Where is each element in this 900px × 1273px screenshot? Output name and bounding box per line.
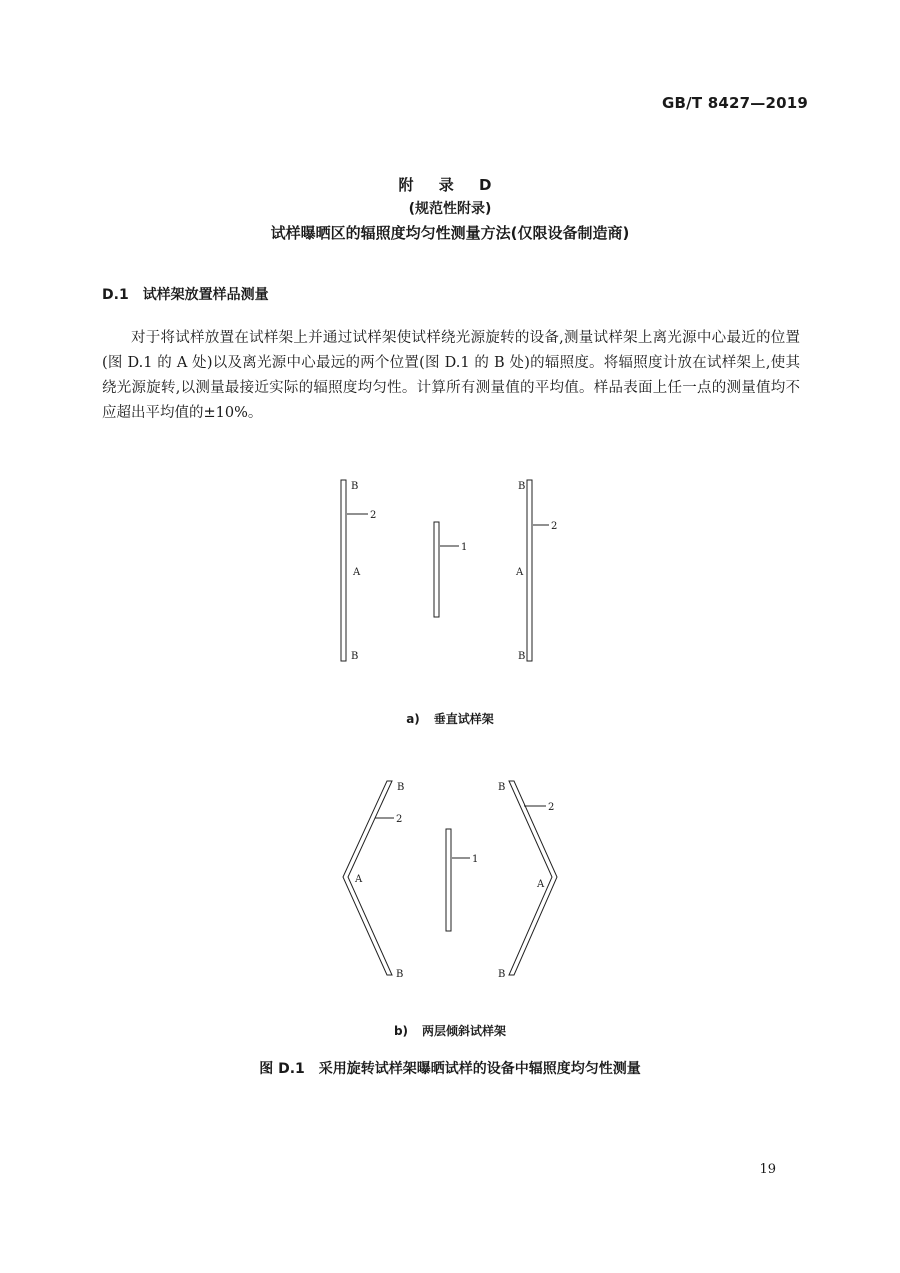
rack-left-a xyxy=(341,480,346,661)
figure-caption-text: 采用旋转试样架曝晒试样的设备中辐照度均匀性测量 xyxy=(318,1061,641,1077)
label-b-top-right-a: B xyxy=(518,481,526,492)
subfigure-a-caption xyxy=(0,710,900,727)
label-b-bottom-right-a: B xyxy=(518,651,526,662)
appendix-heading: 试样曝晒区的辐照度均匀性测量方法(仅限设备制造商) xyxy=(270,224,630,242)
rack-right-a xyxy=(527,480,532,661)
subfigure-b-text: 两层倾斜试样架 xyxy=(422,1024,507,1038)
label-2-right-b: 2 xyxy=(548,802,555,813)
label-b-bottom-left-b: B xyxy=(396,969,404,980)
section-number: D.1 xyxy=(102,287,129,303)
standard-code: GB/T 8427—2019 xyxy=(662,94,808,112)
label-1-a: 1 xyxy=(461,542,468,553)
label-a-right-b: A xyxy=(537,879,545,890)
page-number: 19 xyxy=(759,1162,776,1177)
figure-caption xyxy=(0,1058,900,1078)
section-title: 试样架放置样品测量 xyxy=(142,287,269,303)
label-b-top-left-b: B xyxy=(397,782,405,793)
body-paragraph: 对于将试样放置在试样架上并通过试样架使试样绕光源旋转的设备,测量试样架上离光源中心最近的位置(图 D.1 的 A 处)以及离光源中心最远的两个位置(图 D.1 的 B 处)的辐照度。将辐照度计放在试样架上,使其绕光源旋转,以测量最接近实际的辐照度均匀性。计算所有测量值的平均值。样品表面上任一点的测量值均不应超出平均值的±10%。 xyxy=(102,330,800,421)
label-a-right-a: A xyxy=(516,567,524,578)
label-a-left-b: A xyxy=(355,874,363,885)
label-b-top-right-b: B xyxy=(498,782,506,793)
rack-left-b xyxy=(343,781,392,975)
diagram-b xyxy=(343,781,557,980)
subfigure-a-letter: a) xyxy=(406,712,420,726)
label-1-b: 1 xyxy=(472,854,479,865)
label-a-left-a: A xyxy=(353,567,361,578)
label-b-bottom-left-a: B xyxy=(351,651,359,662)
label-b-bottom-right-b: B xyxy=(498,969,506,980)
light-source-a xyxy=(434,522,439,617)
label-2-right-a: 2 xyxy=(551,521,558,532)
figure-number: 图 D.1 xyxy=(259,1061,305,1077)
subfigure-a-text: 垂直试样架 xyxy=(433,712,494,726)
diagram-a xyxy=(341,480,557,662)
appendix-title: 附 录 D xyxy=(398,176,502,194)
light-source-b xyxy=(446,829,451,931)
label-b-top-left-a: B xyxy=(351,481,359,492)
label-2-left-a: 2 xyxy=(370,510,377,521)
subfigure-b-letter: b) xyxy=(393,1024,409,1038)
label-2-left-b: 2 xyxy=(396,814,403,825)
appendix-subtitle: (规范性附录) xyxy=(408,201,492,217)
subfigure-b-caption xyxy=(0,1022,900,1039)
